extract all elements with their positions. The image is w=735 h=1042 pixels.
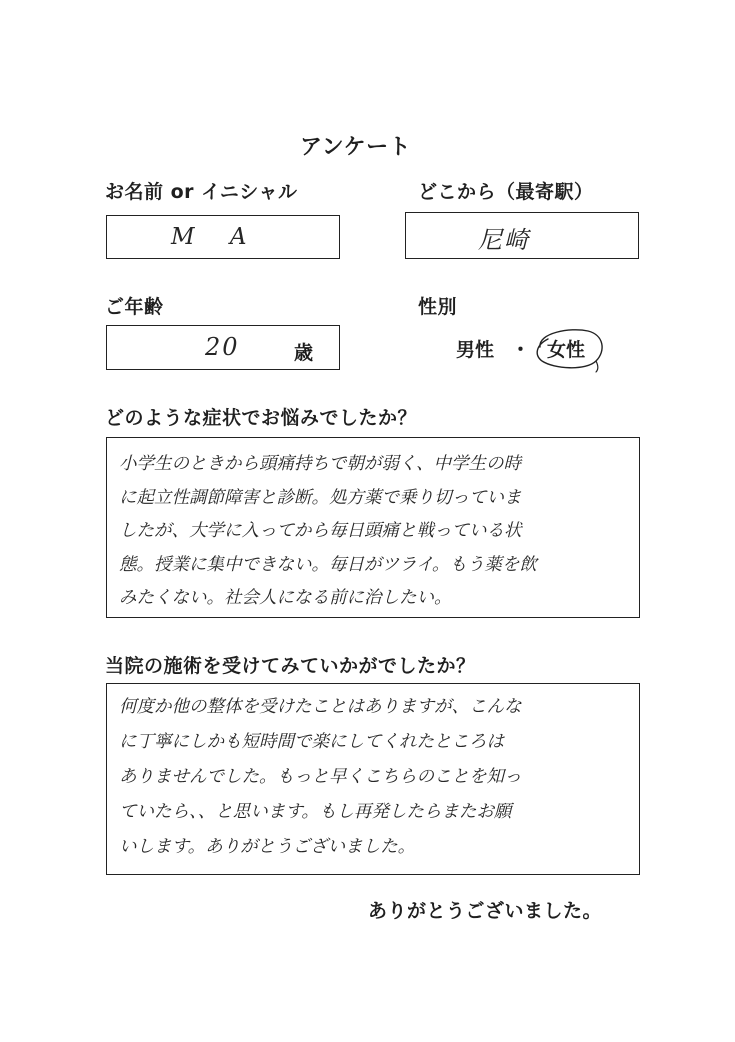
answer-line: に丁寧にしかも短時間で楽にしてくれたところは: [119, 732, 504, 752]
answer-line: 小学生のときから頭痛持ちで朝が弱く、中学生の時: [119, 454, 521, 474]
name-value: M A: [171, 224, 261, 250]
answer-line: ていたら、、と思います。もし再発したらまたお願: [119, 802, 512, 822]
question-2-answer: [119, 690, 522, 865]
form-title: アンケート: [300, 135, 412, 160]
age-label: ご年齢: [105, 296, 164, 318]
answer-line: 態。授業に集中できない。毎日がツライ。もう薬を飲: [119, 554, 537, 575]
closing-text: ありがとうございました。: [368, 900, 603, 922]
answer-line: いします。ありがとうございました。: [119, 837, 416, 857]
age-field[interactable]: [106, 325, 340, 370]
answer-line: 何度か他の整体を受けたことはありますが、こんな: [119, 697, 522, 717]
name-label: お名前 or イニシャル: [105, 181, 298, 203]
question-1-answer: [119, 448, 537, 616]
gender-option-male[interactable]: 男性: [456, 339, 495, 361]
question-2-answer-field[interactable]: [106, 683, 640, 875]
answer-line: したが、大学に入ってから毎日頭痛と戦っている状: [119, 521, 522, 541]
gender-option-female[interactable]: 女性: [547, 339, 586, 361]
gender-separator: ・: [511, 339, 531, 361]
question-2-label: 当院の施術を受けてみていかがでしたか？: [105, 655, 476, 677]
name-field[interactable]: [106, 215, 340, 259]
answer-line: に起立性調節障害と診断。処方薬で乗り切っていま: [119, 487, 522, 508]
station-field[interactable]: [405, 212, 639, 259]
question-1-answer-field[interactable]: [106, 437, 640, 618]
question-1-label: どのような症状でお悩みでしたか？: [105, 407, 418, 429]
answer-line: みたくない。社会人になる前に治したい。: [119, 588, 452, 608]
station-value: 尼崎: [478, 226, 530, 254]
age-value: 20: [205, 333, 240, 361]
gender-label: 性別: [418, 296, 458, 318]
answer-line: ありませんでした。もっと早くこちらのことを知っ: [119, 767, 522, 787]
station-label: どこから（最寄駅）: [418, 181, 594, 203]
age-unit: 歳: [294, 342, 314, 364]
gender-options: [456, 335, 585, 362]
